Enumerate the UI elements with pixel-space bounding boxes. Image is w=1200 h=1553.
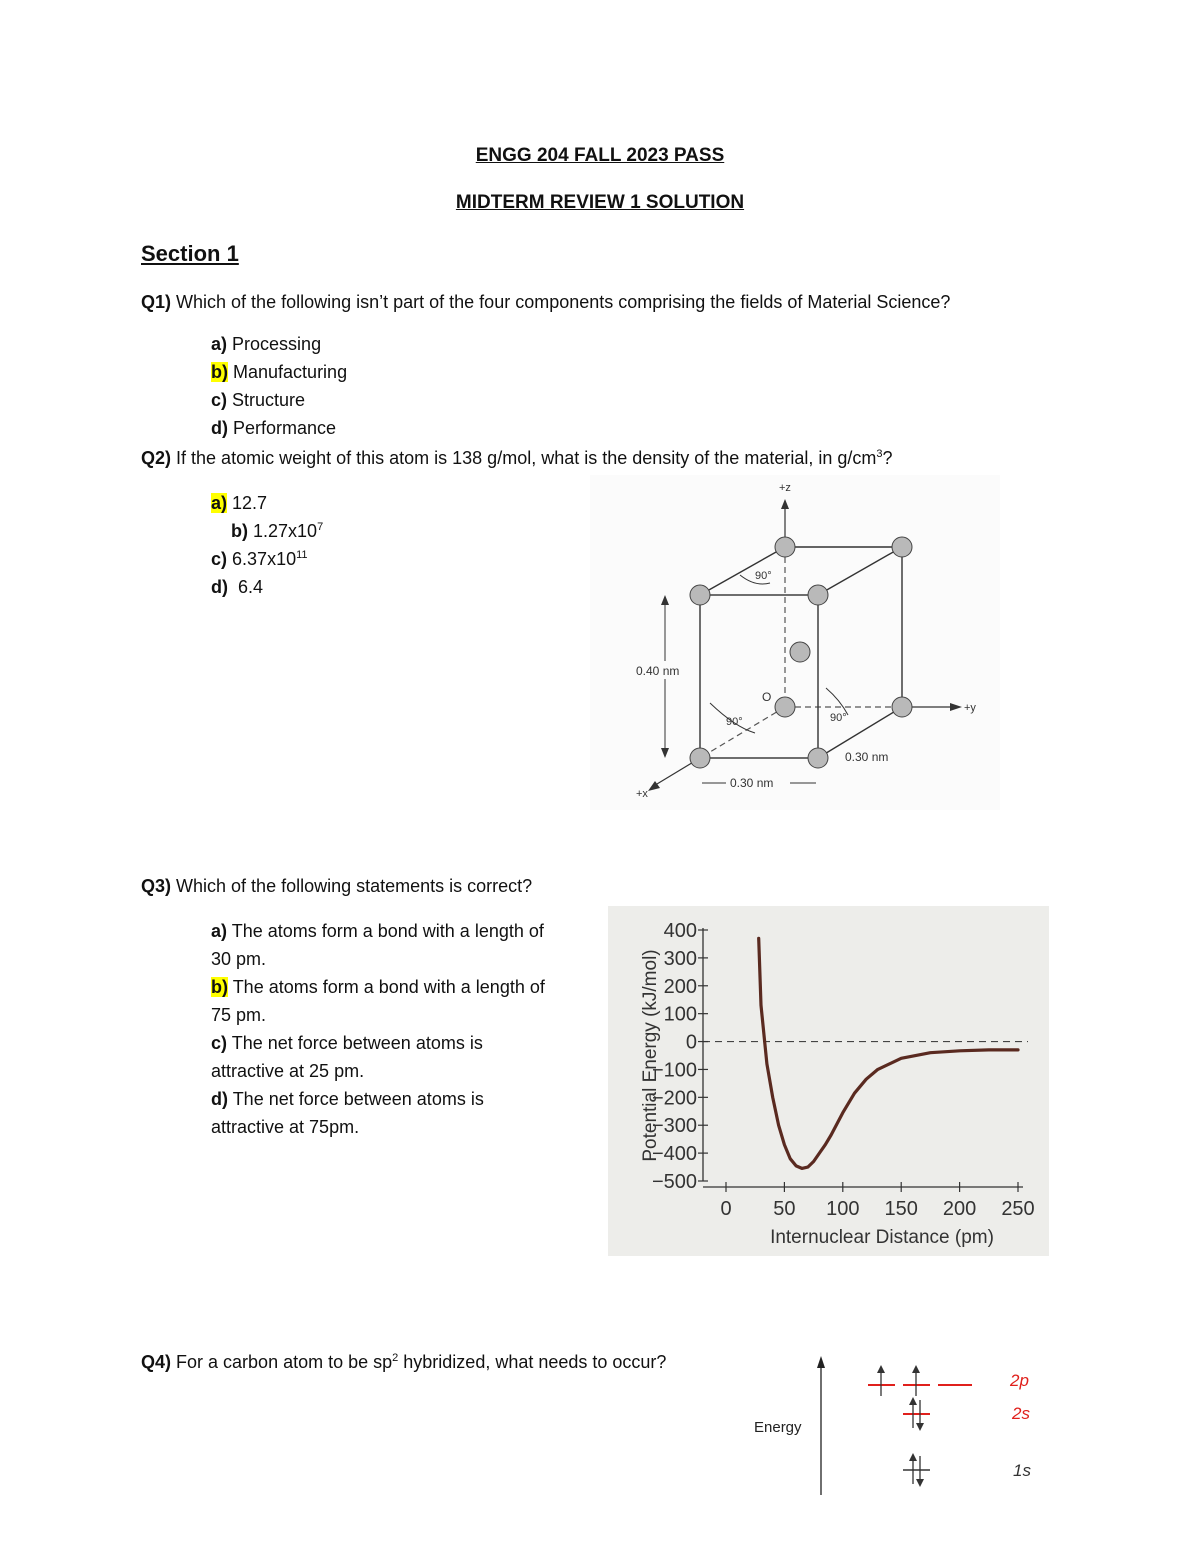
level-label-2s: 2s	[1012, 1404, 1030, 1423]
option-letter: d)	[211, 1089, 228, 1109]
option-letter-highlighted: a)	[211, 493, 228, 513]
q3-option-a	[211, 917, 591, 973]
arrow-head	[877, 1365, 885, 1373]
energy-axis-label: Energy	[754, 1419, 802, 1436]
option-letter: c)	[211, 390, 228, 410]
q1-label: Q1)	[141, 292, 172, 312]
depth-label: 0.30 nm	[845, 750, 889, 764]
q2-text: If the atomic weight of this atom is 138 g/mol, what is the density of the material, in g/cm	[176, 448, 877, 468]
width-label: 0.30 nm	[730, 776, 774, 790]
q2-superscript: 3	[876, 448, 883, 460]
atom	[808, 585, 828, 605]
option-letter: a)	[211, 921, 228, 941]
q1-option-c	[211, 390, 305, 411]
q4-text-pre: For a carbon atom to be sp	[176, 1352, 393, 1372]
level-label-1s: 1s	[1013, 1461, 1031, 1480]
chart-x-tick-label: 50	[773, 1198, 796, 1220]
option-letter-highlighted: b)	[211, 362, 228, 382]
unit-cell-figure	[590, 475, 1000, 810]
orbital-2s	[903, 1397, 930, 1431]
q3-option-d	[211, 1085, 591, 1141]
origin-label: O	[762, 690, 772, 704]
figure-background	[590, 475, 1000, 810]
angle-label-right: 90°	[830, 712, 847, 724]
chart-y-tick-label: −200	[651, 1087, 697, 1110]
orbital-1s	[903, 1453, 930, 1487]
atom-center	[790, 642, 810, 662]
option-text: The net force between atoms is	[232, 1089, 484, 1109]
orbital-energy-diagram	[740, 1350, 1060, 1500]
option-text: The atoms form a bond with a length of	[231, 921, 544, 941]
q2-option-b	[231, 521, 323, 542]
option-text: 1.27x10	[253, 521, 318, 541]
q3-options	[211, 917, 591, 1141]
document-subtitle: MIDTERM REVIEW 1 SOLUTION	[455, 192, 745, 213]
level-label-2p: 2p	[1010, 1371, 1029, 1390]
y-axis-label: +y	[964, 702, 976, 714]
atom	[892, 697, 912, 717]
option-text: Structure	[232, 390, 306, 410]
chart-x-tick-label: 0	[720, 1198, 732, 1220]
q1-option-d	[211, 418, 336, 439]
chart-x-tick-label: 100	[826, 1198, 860, 1220]
energy-axis-arrow	[817, 1356, 825, 1368]
chart-x-tick-label: 150	[884, 1198, 918, 1220]
document-title: ENGG 204 FALL 2023 PASS	[475, 145, 725, 166]
q2-option-c	[211, 549, 308, 570]
chart-y-tick-label: −100	[651, 1059, 697, 1082]
arrow-head	[916, 1423, 924, 1431]
height-label: 0.40 nm	[636, 664, 680, 678]
x-axis-label: +x	[636, 788, 648, 800]
option-letter: d)	[211, 418, 228, 438]
q3-label: Q3)	[141, 876, 172, 896]
option-letter: a)	[211, 334, 228, 354]
option-superscript: 11	[296, 549, 308, 561]
section-heading: Section 1	[141, 241, 239, 266]
option-text: 6.37x10	[232, 549, 297, 569]
orbital-2p	[868, 1365, 972, 1396]
q1-text: Which of the following isn’t part of the four components comprising the fields of Material Science?	[176, 292, 951, 312]
option-text: The net force between atoms is	[231, 1033, 483, 1053]
option-letter: b)	[231, 521, 248, 541]
option-text: 12.7	[232, 493, 268, 513]
option-letter: c)	[211, 549, 228, 569]
q1-question	[141, 292, 950, 313]
option-text: Performance	[233, 418, 337, 438]
q3-option-c	[211, 1029, 591, 1085]
atom	[775, 537, 795, 557]
chart-x-axis-label: Internuclear Distance (pm)	[770, 1227, 994, 1248]
option-text: The atoms form a bond with a length of	[232, 977, 545, 997]
chart-y-tick-label: 100	[663, 1003, 697, 1026]
option-text: Manufacturing	[233, 362, 348, 382]
option-letter-highlighted: b)	[211, 977, 228, 997]
z-axis-label: +z	[779, 482, 791, 494]
q2-option-d	[211, 577, 263, 598]
potential-energy-chart	[608, 906, 1049, 1256]
q4-question	[141, 1352, 666, 1373]
q1-option-a	[211, 334, 321, 355]
chart-x-tick-label: 200	[942, 1198, 977, 1220]
option-letter: d)	[211, 577, 228, 597]
arrow-head	[916, 1479, 924, 1487]
arrow-head	[909, 1397, 917, 1405]
arrow-head	[912, 1365, 920, 1373]
chart-y-tick-label: −500	[651, 1171, 697, 1193]
q4-label: Q4)	[141, 1352, 172, 1372]
angle-label-top: 90°	[755, 570, 772, 582]
q4-text-post: hybridized, what needs to occur?	[398, 1352, 667, 1372]
chart-y-tick-label: −400	[651, 1143, 697, 1166]
atom	[690, 585, 710, 605]
option-text: 30 pm.	[211, 949, 267, 969]
chart-y-tick-label: 300	[663, 947, 697, 970]
q4-superscript: 2	[392, 1352, 399, 1364]
chart-y-tick-label: 200	[663, 975, 697, 998]
chart-x-tick-label: 250	[1001, 1198, 1035, 1220]
option-superscript: 7	[317, 521, 324, 533]
option-text: attractive at 75pm.	[211, 1117, 360, 1137]
option-text: 75 pm.	[211, 1005, 267, 1025]
option-text: Processing	[232, 334, 322, 354]
atom	[775, 697, 795, 717]
q2-label: Q2)	[141, 448, 172, 468]
q2-tail: ?	[882, 448, 893, 468]
q3-option-b	[211, 973, 591, 1029]
q2-option-a	[211, 493, 267, 514]
chart-y-tick-label: 400	[663, 920, 697, 942]
q1-option-b	[211, 362, 347, 383]
option-text: attractive at 25 pm.	[211, 1061, 365, 1081]
chart-y-tick-label: 0	[685, 1031, 697, 1054]
option-text: 6.4	[233, 577, 264, 597]
atom	[892, 537, 912, 557]
chart-y-tick-label: −300	[651, 1115, 697, 1138]
atom	[690, 748, 710, 768]
chart-y-axis-label: Potential Energy (kJ/mol)	[640, 949, 661, 1162]
q3-question	[141, 876, 532, 897]
q3-text: Which of the following statements is correct?	[176, 876, 533, 896]
atom	[808, 748, 828, 768]
q2-question	[141, 448, 893, 469]
arrow-head	[909, 1453, 917, 1461]
option-letter: c)	[211, 1033, 228, 1053]
angle-label-left: 90°	[726, 716, 743, 728]
